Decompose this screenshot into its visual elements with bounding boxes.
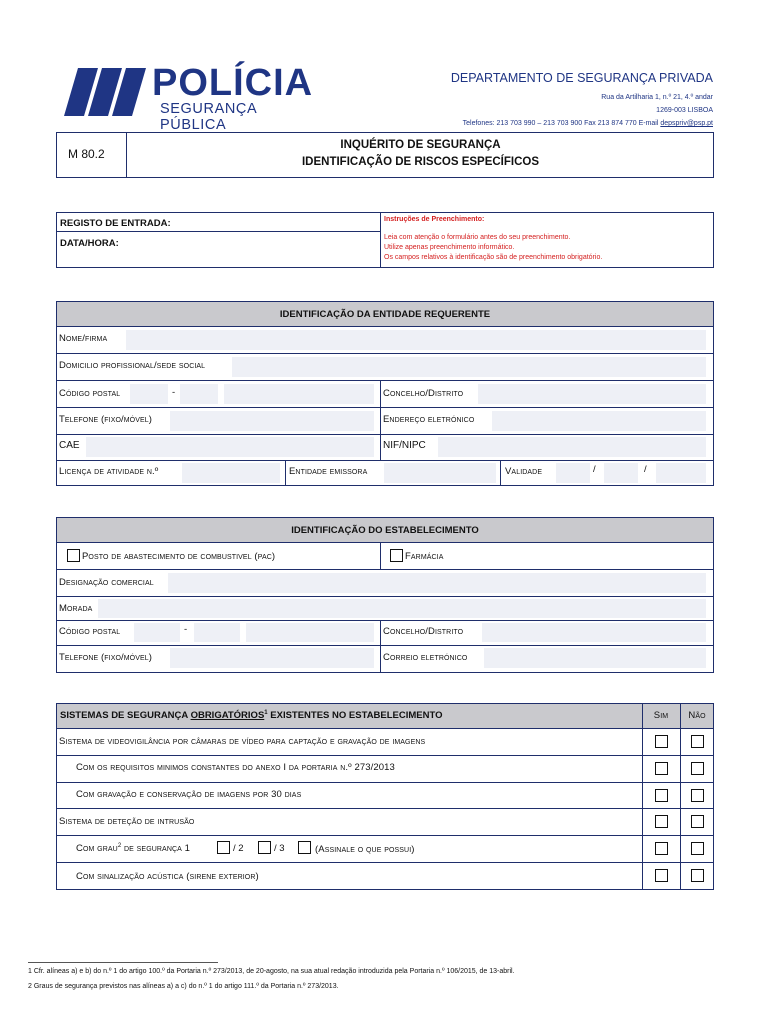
sistemas-title-post: EXISTENTES NO ESTABELECIMENTO (270, 710, 443, 722)
estab-line-4 (56, 645, 714, 646)
entidade-vline-3 (500, 460, 501, 486)
registo-row-line (56, 231, 380, 232)
sistemas-title-ul: OBRIGATÓRIOS (190, 710, 265, 722)
footnote-1: 1 Cfr. alíneas a) e b) do n.º 1 do artigo 100.º da Portaria n.º 273/2013, de 20-agosto, na sua atual redação introduzida pela Portaria n.º 106/2015, de 13-abril. (28, 968, 515, 975)
validade-day-input[interactable] (556, 463, 590, 483)
email-link[interactable]: depspriv@psp.pt (660, 120, 713, 127)
grau-2-label: / 2 (233, 843, 244, 854)
validade-month-input[interactable] (604, 463, 638, 483)
entidade-emissora-input[interactable] (384, 463, 496, 483)
entidade-header (56, 301, 714, 327)
domicilio-input[interactable] (232, 357, 706, 377)
posto-label: Posto de abastecimento de combustivel (pac) (82, 551, 276, 562)
form-title-1: INQUÉRITO DE SEGURANÇA (340, 139, 501, 151)
form-title-2: IDENTIFICAÇÃO DE RISCOS ESPECÍFICOS (301, 156, 540, 168)
nif-label: NIF/NIPC (383, 440, 426, 451)
validade-slash-1: / (593, 464, 596, 475)
sim-header: Sim (653, 710, 669, 721)
cae-input[interactable] (86, 437, 374, 457)
endereco-input[interactable] (492, 411, 706, 431)
entidade-box (56, 326, 714, 486)
entidade-vline-2 (285, 460, 286, 486)
telefone-label: Telefone (fixo/móvel) (59, 414, 153, 425)
logo-main-text: POLÍCIA (152, 62, 314, 104)
codigo-postal-dash: - (172, 387, 176, 398)
estab-vline-1 (380, 542, 381, 569)
estab-concelho-input[interactable] (482, 623, 706, 642)
psp-logo (64, 62, 324, 133)
row5-nao-checkbox[interactable] (691, 842, 704, 855)
row5-sim-checkbox[interactable] (655, 842, 668, 855)
grau-1-checkbox[interactable] (217, 841, 230, 854)
row5-note: (Assinale o que possui) (315, 844, 415, 855)
estab-telefone-label: Telefone (fixo/móvel) (59, 652, 153, 663)
data-hora-label: DATA/HORA: (60, 238, 119, 249)
estabelecimento-header (56, 517, 714, 543)
domicilio-label: Domicilio profissional/sede social (59, 360, 206, 371)
designacao-label: Designação comercial (59, 577, 154, 588)
row1-nao-checkbox[interactable] (691, 735, 704, 748)
concelho-label: Concelho/Distrito (383, 388, 464, 399)
farmacia-label: Farmácia (405, 551, 444, 562)
cae-label: CAE (59, 440, 80, 451)
logo-stripes-icon (64, 68, 160, 116)
sist-line-5 (56, 862, 714, 863)
morada-input[interactable] (98, 599, 706, 618)
entidade-vline-1 (380, 380, 381, 460)
address-line-2: 1269-003 LISBOA (656, 107, 713, 114)
instructions-title: Instruções de Preenchimento: (384, 216, 485, 223)
address-line-1: Rua da Artilharia 1, n.º 21, 4.º andar (601, 94, 713, 101)
row4-nao-checkbox[interactable] (691, 815, 704, 828)
validade-slash-2: / (644, 464, 647, 475)
row3-sim-checkbox[interactable] (655, 789, 668, 802)
estab-codigo-postal-input-1[interactable] (134, 623, 180, 642)
form-code: M 80.2 (68, 147, 105, 161)
codigo-postal-input-2[interactable] (180, 384, 218, 404)
estab-codigo-postal-input-2[interactable] (194, 623, 240, 642)
row2-sim-checkbox[interactable] (655, 762, 668, 775)
nao-header: Não (688, 710, 706, 721)
estabelecimento-title: IDENTIFICAÇÃO DO ESTABELECIMENTO (291, 525, 479, 536)
entidade-line-1 (56, 353, 714, 354)
designacao-input[interactable] (168, 573, 706, 593)
row2-nao-checkbox[interactable] (691, 762, 704, 775)
correio-input[interactable] (484, 648, 706, 668)
entidade-line-5 (56, 460, 714, 461)
estab-line-3 (56, 620, 714, 621)
sistemas-box (56, 728, 714, 890)
row5-post: de segurança 1 (124, 843, 191, 855)
registo-divider (380, 212, 381, 268)
estab-telefone-input[interactable] (170, 648, 374, 668)
estab-localidade-input[interactable] (246, 623, 374, 642)
sist-row-2-label: Com os requisitos minimos constantes do anexo I da portaria n.º 273/2013 (76, 762, 395, 773)
sist-line-1 (56, 755, 714, 756)
endereco-label: Endereço eletrónico (383, 414, 475, 425)
codigo-postal-input-1[interactable] (130, 384, 168, 404)
grau-2-checkbox[interactable] (258, 841, 271, 854)
sist-line-4 (56, 835, 714, 836)
farmacia-checkbox[interactable] (390, 549, 403, 562)
logo-sub-text: SEGURANÇA PÚBLICA (160, 101, 257, 133)
row4-sim-checkbox[interactable] (655, 815, 668, 828)
row6-nao-checkbox[interactable] (691, 869, 704, 882)
nif-input[interactable] (438, 437, 706, 457)
sist-row-1-label: Sistema de videovigilância por câmaras de vídeo para captação e gravação de imagens (59, 736, 426, 747)
estab-concelho-label: Concelho/Distrito (383, 626, 464, 637)
nome-input[interactable] (126, 330, 706, 350)
row3-nao-checkbox[interactable] (691, 789, 704, 802)
contact-text: Telefones: 213 703 990 – 213 703 900 Fax 213 874 770 E-mail (462, 120, 659, 127)
nome-label: Nome/firma (59, 333, 108, 344)
registo-label: REGISTO DE ENTRADA: (60, 218, 171, 229)
entidade-line-2 (56, 380, 714, 381)
estab-line-2 (56, 596, 714, 597)
row5-pre: Com grau (76, 843, 118, 855)
row5-sup: 2 (117, 843, 122, 849)
licenca-label: Licença de atividade n.º (59, 466, 159, 477)
department-name: DEPARTAMENTO DE SEGURANÇA PRIVADA (450, 71, 713, 85)
instruction-2: Utilize apenas preenchimento informático. (384, 244, 515, 251)
row1-sim-checkbox[interactable] (655, 735, 668, 748)
validade-year-input[interactable] (656, 463, 706, 483)
validade-label: Validade (505, 466, 543, 477)
sist-row-5-label (76, 843, 190, 854)
estab-codigo-postal-dash: - (184, 624, 188, 635)
entidade-emissora-label: Entidade emissora (289, 466, 368, 477)
footnote-2: 2 Graus de segurança previstos nas alíneas a) a c) do n.º 1 do artigo 111.º da Portaria n.º 273/2013. (28, 983, 339, 990)
grau-3-label: / 3 (274, 843, 285, 854)
instruction-1: Leia com atenção o formulário antes do seu preenchimento. (384, 234, 571, 241)
entidade-line-3 (56, 407, 714, 408)
sistemas-title-pre: SISTEMAS DE SEGURANÇA (60, 710, 188, 722)
sist-line-2 (56, 782, 714, 783)
contact-line (463, 120, 713, 127)
concelho-input[interactable] (478, 384, 706, 404)
sist-row-4-label: Sistema de deteção de intrusão (59, 816, 195, 827)
localidade-input[interactable] (224, 384, 374, 404)
entidade-title: IDENTIFICAÇÃO DA ENTIDADE REQUERENTE (279, 309, 491, 320)
entidade-line-4 (56, 434, 714, 435)
estab-vline-2 (380, 620, 381, 673)
footnote-separator (28, 962, 218, 963)
sist-row-6-label: Com sinalização acústica (sirene exterior) (76, 871, 259, 882)
licenca-input[interactable] (182, 463, 280, 483)
sist-line-3 (56, 808, 714, 809)
estab-line-1 (56, 569, 714, 570)
sistemas-title (60, 710, 443, 721)
sist-row-3-label: Com gravação e conservação de imagens por 30 dias (76, 789, 302, 800)
morada-label: Morada (59, 603, 93, 614)
correio-label: Correio eletrónico (383, 652, 468, 663)
instruction-3: Os campos relativos à identificação são de preenchimento obrigatório. (384, 254, 603, 261)
row6-sim-checkbox[interactable] (655, 869, 668, 882)
grau-3-checkbox[interactable] (298, 841, 311, 854)
estab-codigo-postal-label: Código postal (59, 626, 121, 637)
posto-checkbox[interactable] (67, 549, 80, 562)
telefone-input[interactable] (170, 411, 374, 431)
sistemas-title-sup: 1 (264, 710, 268, 716)
codigo-postal-label: Código postal (59, 388, 121, 399)
